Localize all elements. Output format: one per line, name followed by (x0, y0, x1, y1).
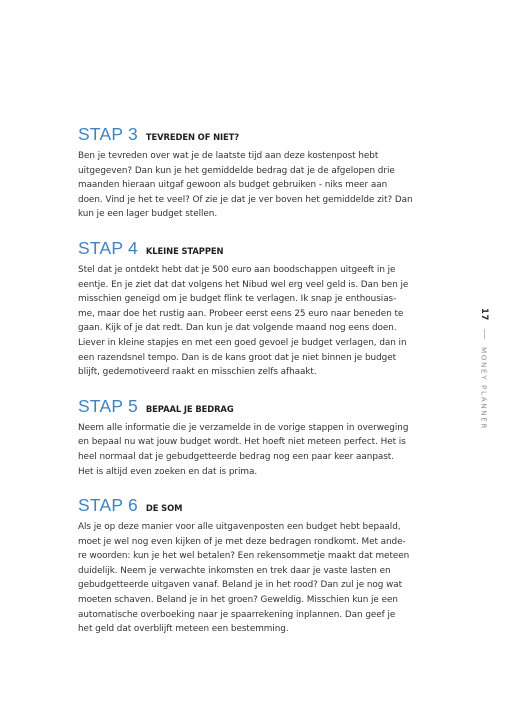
step-4-line: eentje. En je ziet dat dat volgens het Nibud wel erg veel geld is. Dan ben je (78, 279, 409, 290)
step-3-line: maanden hieraan uitgaf gewoon als budget gebruiken - niks meer aan (78, 180, 388, 191)
step-4-line: me, maar doe het rustig aan. Probeer eerst eens 25 euro naar beneden te (78, 308, 404, 319)
step-5-line: en bepaal nu wat jouw budget wordt. Het hoeft niet meteen perfect. Het is (78, 437, 406, 448)
step-3-section (78, 125, 450, 222)
step-3-line: Ben je tevreden over wat je de laatste tijd aan deze kostenpost hebt (78, 151, 379, 161)
book-title-label: MONEY PLANNER (479, 346, 489, 430)
step-5-line: heel normaal dat je gebudgetteerde bedrag nog een paar keer aanpast. (78, 451, 394, 462)
step-6-line: gebudgetteerde uitgaven vanaf. Beland je in het rood? Dan zul je nog wat (78, 580, 403, 591)
step-4-label: STAP 4 (78, 237, 138, 258)
step-4-line: Stel dat je ontdekt hebt dat je 500 euro aan boodschappen uitgeeft in je (78, 264, 396, 275)
step-5-line: Het is altijd even zoeken en dat is prima. (78, 466, 258, 477)
step-6-line: re woorden: kun je het wel betalen? Een rekensommetje maakt dat meteen (78, 551, 410, 562)
step-3-line: doen. Vind je het te veel? Of zie je dat je ver boven het gemiddelde zit? Dan (78, 194, 413, 205)
page-content (78, 125, 450, 637)
step-6-section (78, 496, 450, 637)
step-6-line: het geld dat overblijft meteen een bestemming. (78, 624, 289, 635)
step-6-label: STAP 6 (78, 495, 138, 516)
step-6-title: DE SOM (145, 503, 183, 514)
running-sidebar (477, 308, 491, 430)
step-3-line: kun je een lager budget stellen. (78, 209, 218, 220)
step-4-section (78, 239, 450, 380)
step-5-label: STAP 5 (78, 395, 138, 416)
step-3-heading (78, 125, 450, 147)
step-6-line: moet je wel nog even kijken of je met deze bedragen rondkomt. Met ande- (78, 536, 406, 547)
step-5-line: Neem alle informatie die je verzamelde in de vorige stappen in overweging (78, 422, 409, 433)
step-6-line: automatische overboeking naar je spaarrekening inplannen. Dan geef je (78, 609, 396, 620)
step-4-heading (78, 239, 450, 261)
step-3-line: uitgegeven? Dan kun je het gemiddelde bedrag dat je de afgelopen drie (78, 165, 395, 176)
step-4-line: een razendsnel tempo. Dan is de kans groot dat je niet binnen je budget (78, 352, 396, 363)
step-5-body (78, 421, 450, 479)
step-3-label: STAP 3 (78, 124, 138, 144)
step-6-body (78, 520, 450, 637)
step-6-line: Als je op deze manier voor alle uitgavenposten een budget hebt bepaald, (78, 522, 401, 533)
step-6-line: duidelijk. Neem je verwachte inkomsten en trek daar je vaste lasten en (78, 565, 391, 576)
step-4-title: KLEINE STAPPEN (145, 245, 224, 256)
step-4-line: blijft, gedemotiveerd raakt en misschien zelfs afhaakt. (78, 367, 317, 378)
step-4-line: gaan. Kijk of je dat redt. Dan kun je dat volgende maand nog eens doen. (78, 323, 397, 334)
step-3-title: TEVREDEN OF NIET? (145, 132, 240, 142)
step-4-body (78, 263, 450, 380)
step-6-line: moeten schaven. Beland je in het groen? Geweldig. Misschien kun je een (78, 595, 398, 606)
page-number: 17 (479, 308, 489, 321)
step-4-line: Liever in kleine stapjes en met een goed gevoel je budget verlagen, dan in (78, 337, 407, 348)
step-5-title: BEPAAL JE BEDRAG (145, 403, 234, 414)
step-4-line: misschien geneigd om je budget flink te verlagen. Ik snap je enthousias- (78, 294, 397, 305)
sidebar-divider (484, 329, 485, 339)
step-5-heading (78, 397, 450, 419)
step-6-heading (78, 496, 450, 518)
step-3-body (78, 149, 450, 222)
step-5-section (78, 397, 450, 479)
